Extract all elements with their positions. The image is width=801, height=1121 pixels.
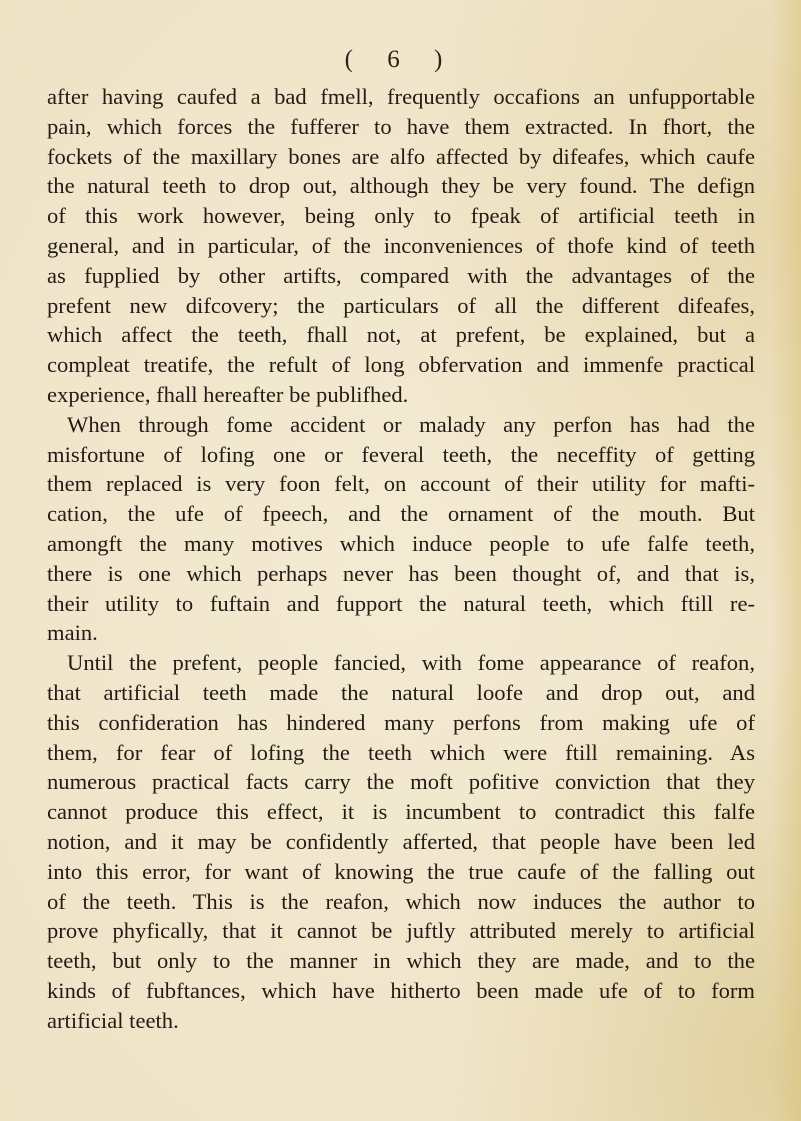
text-line: kinds of fubftances, which have hitherto been made ufe of to form [47, 977, 755, 1003]
paragraph-1 [47, 82, 755, 410]
text-line: prove phyfically, that it cannot be juftly attributed merely to artificial [47, 918, 755, 944]
text-line: experience, fhall hereafter be publifhed. [47, 381, 409, 407]
body-text [47, 82, 755, 1036]
text-line: Until the prefent, people fancied, with fome appearance of reafon, [67, 650, 755, 676]
text-line: artificial teeth. [47, 1007, 179, 1033]
paragraph-3 [47, 648, 755, 1035]
text-line: misfortune of lofing one or feveral teeth, the neceffity of getting [47, 441, 755, 467]
text-line: them replaced is very foon felt, on account of their utility for mafti- [47, 471, 755, 497]
text-line: notion, and it may be confidently afferted, that people have been led [47, 828, 755, 854]
text-line: When through fome accident or malady any perfon has had the [67, 411, 755, 437]
text-line: teeth, but only to the manner in which they are made, and to the [47, 948, 755, 974]
text-line: fockets of the maxillary bones are alfo affected by difeafes, which caufe [47, 143, 755, 169]
text-line: prefent new difcovery; the particulars of all the different difeafes, [47, 292, 755, 318]
text-line: that artificial teeth made the natural loofe and drop out, and [47, 679, 755, 705]
text-line: which affect the teeth, fhall not, at prefent, be explained, but a [47, 322, 755, 348]
text-line: there is one which perhaps never has been thought of, and that is, [47, 560, 755, 586]
text-line: into this error, for want of knowing the true caufe of the falling out [47, 858, 755, 884]
text-line: compleat treatife, the refult of long obfervation and immenfe practical [47, 352, 755, 378]
text-line: their utility to fuftain and fupport the natural teeth, which ftill re- [47, 590, 755, 616]
text-line: amongft the many motives which induce people to ufe falfe teeth, [47, 530, 755, 556]
text-line: numerous practical facts carry the moft pofitive conviction that they [47, 769, 755, 795]
text-line: the natural teeth to drop out, although they be very found. The defign [47, 173, 755, 199]
text-line: after having caufed a bad fmell, frequently occafions an unfupportable [47, 84, 755, 109]
text-line: as fupplied by other artifts, compared with the advantages of the [47, 262, 755, 288]
text-line: them, for fear of lofing the teeth which were ftill remaining. As [47, 739, 755, 765]
text-line: this confideration has hindered many perfons from making ufe of [47, 709, 755, 735]
text-line: cation, the ufe of fpeech, and the ornament of the mouth. But [47, 501, 755, 527]
paragraph-2 [47, 410, 755, 648]
text-line: main. [47, 620, 98, 646]
text-line: general, and in particular, of the inconveniences of thofe kind of teeth [47, 232, 755, 258]
page-number: ( 6 ) [344, 46, 457, 73]
text-line: pain, which forces the fufferer to have them extracted. In fhort, the [47, 113, 755, 139]
text-line: cannot produce this effect, it is incumbent to contradict this falfe [47, 799, 755, 825]
page-edge-stain [771, 0, 801, 1121]
text-line: of the teeth. This is the reafon, which now induces the author to [47, 888, 755, 914]
text-line: of this work however, being only to fpeak of artificial teeth in [47, 203, 755, 229]
